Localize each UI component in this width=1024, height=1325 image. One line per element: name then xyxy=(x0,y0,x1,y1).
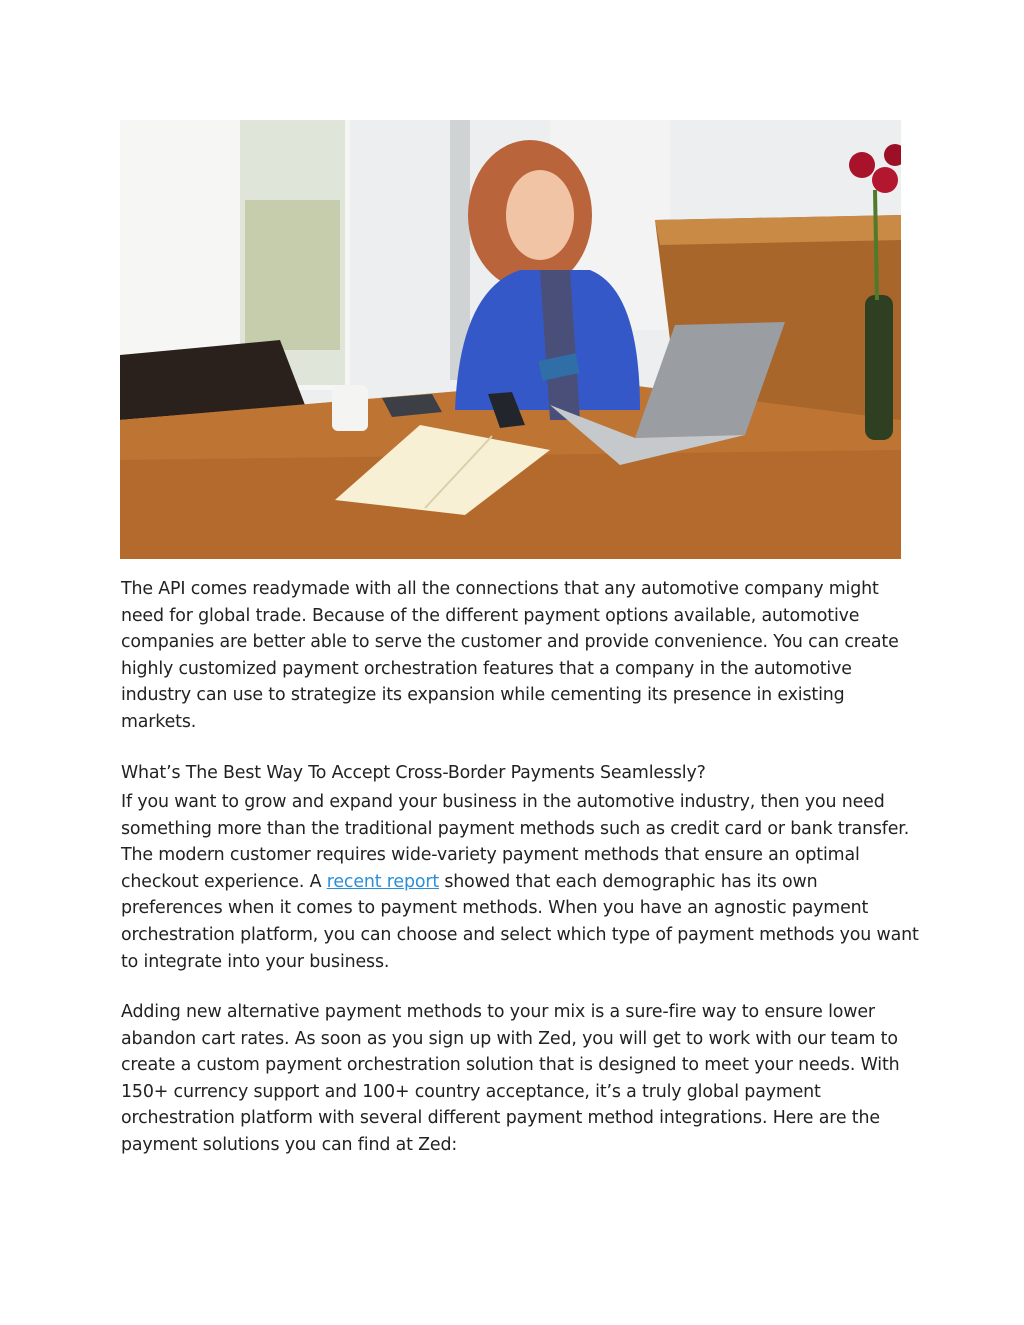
section-heading: What’s The Best Way To Accept Cross-Border Payments Seamlessly? xyxy=(121,763,706,783)
paragraph-intro: The API comes readymade with all the connections that any automotive company might need for global trade. Because of the different payment options available, automotive companies are better able to serve the customer and provide convenience. You can create highly customized payment orchestration features that a company in the automotive industry can use to strategize its expansion while cementing its presence in existing markets. xyxy=(121,579,899,732)
photo-face xyxy=(506,170,574,260)
paragraph-text: showed that each demographic has its own preferences when it comes to payment methods. When you have an agnostic payment orchestration platform, you can choose and select which type of payment methods you want to integrate into your business. xyxy=(121,871,919,972)
paragraph-payment-methods xyxy=(121,789,921,975)
photo-rose xyxy=(849,152,875,178)
article-photo xyxy=(120,120,901,559)
paragraph-text: If you want to grow and expand your business in the automotive industry, then you need something more than the traditional payment methods such as credit card or bank transfer. The modern customer requires wide-variety payment methods that ensure an optimal checkout experience. A xyxy=(121,792,910,892)
photo-rose xyxy=(872,167,898,193)
photo-counter-top xyxy=(655,215,901,245)
photo-garden-grass xyxy=(245,200,340,350)
recent-report-link[interactable]: recent report xyxy=(326,871,439,892)
paragraph-zed-solutions: Adding new alternative payment methods to your mix is a sure-fire way to ensure lower abandon cart rates. As soon as you sign up with Zed, you will get to work with our team to create a custom payment orchestration solution that is designed to meet your needs. With 150+ currency support and 100+ country acceptance, it’s a truly global payment orchestration platform with several different payment method integrations. Here are the payment solutions you can find at Zed: xyxy=(121,1002,900,1155)
photo-rose-stem xyxy=(875,190,877,300)
photo-mug xyxy=(332,385,368,431)
photo-vase xyxy=(865,295,893,440)
